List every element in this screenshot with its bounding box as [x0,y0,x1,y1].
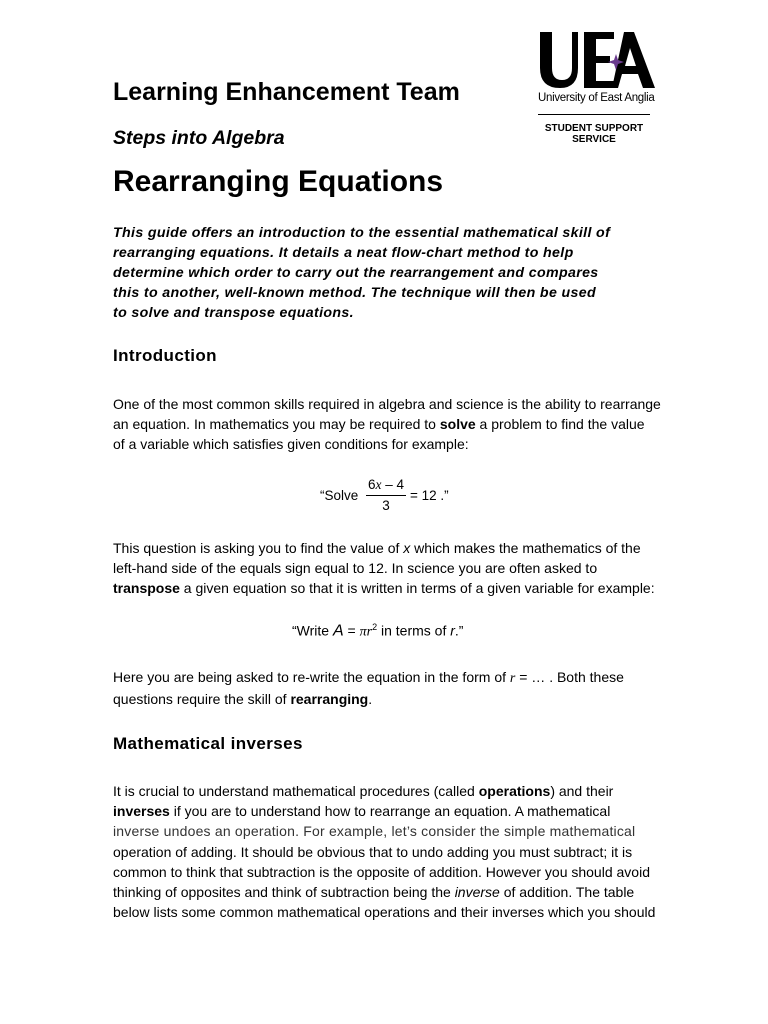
text-line [113,689,658,709]
text-run: if you are to understand how to rearrange an equation. A mathematical [169,803,611,820]
inverses-paragraph [113,781,658,922]
text-run: which makes the mathematics of the [410,540,641,556]
intro-paragraph-2 [113,538,658,599]
intro-paragraph-3 [113,667,658,709]
logo-divider [538,114,650,115]
text-run: This question is asking you to find the value of [113,540,404,556]
text-line [113,882,658,902]
text-line [113,578,658,598]
equation-transpose-example [292,622,463,641]
fraction [366,476,406,515]
text-line: inverse undoes an operation. For example, let’s consider the simple mathematical [113,823,636,840]
text-run: . [368,691,373,708]
variable-A: A [332,622,344,640]
uea-logo [538,30,660,145]
text-line [113,538,658,558]
section-heading-mathematical-inverses: Mathematical inverses [113,734,303,753]
variable-r: r [366,624,373,640]
fraction-bar [366,495,406,496]
text-line: of a variable which satisfies given conditions for example: [113,436,469,453]
variable-r: r [509,671,516,686]
text-run: a given equation so that it is written in terms of a given variable for example: [179,580,655,597]
pi-symbol: π [359,624,367,640]
text-line: left-hand side of the equals sign equal to 12. In science you are often asked to [113,560,598,577]
intro-line: This guide offers an introduction to the essential mathematical skill of [113,225,611,241]
numerator-coefficient: 6 [367,477,376,492]
text-run: of addition. The table [499,884,635,901]
logo-service-line2: SERVICE [572,134,616,145]
text-line [113,801,658,821]
text-run: Here you are being asked to re-write the equation in the form of [113,669,510,685]
intro-line: rearranging equations. It details a neat flow-chart method to help [113,245,574,261]
team-heading: Learning Enhancement Team [113,78,460,106]
logo-university-name: University of East Anglia [538,92,655,104]
intro-line: to solve and transpose equations. [113,305,354,321]
logo-service-line1: STUDENT SUPPORT [544,123,644,134]
numerator-variable: x [375,477,382,492]
text-run: = … . Both these [515,669,624,685]
variable-x: x [403,540,411,556]
text-line: operation of adding. It should be obvious that to undo adding you must subtract; it is [113,843,633,860]
intro-paragraph-1 [113,394,661,455]
text-run: an equation. In mathematics you may be required to [113,416,440,433]
text-line [113,667,658,689]
text-run: ) and their [550,783,614,799]
numerator-rest: – 4 [381,477,405,492]
keyword-operations: operations [478,783,551,799]
intro-line: determine which order to carry out the rearrangement and compares [113,265,599,281]
fraction-denominator: 3 [382,498,390,513]
text-line [113,781,658,801]
text-line: One of the most common skills required in algebra and science is the ability to rearrange [113,396,661,412]
exponent: 2 [372,622,378,632]
keyword-inverses: inverses [113,803,170,820]
intro-line: this to another, well-known method. The technique will then be used [113,285,596,301]
text-run: in terms of [377,622,451,639]
series-subtitle: Steps into Algebra [113,127,285,149]
equation-solve-example [320,476,480,520]
equation-rhs: = 12 .” [410,488,449,503]
keyword-solve: solve [439,416,476,433]
text-line: common to think that subtraction is the opposite of addition. However you should avoid [113,863,650,880]
equation-open-quote: “Solve [320,488,359,503]
intro-summary [113,223,663,323]
keyword-transpose: transpose [113,580,180,597]
text-run: a problem to find the value [475,416,645,433]
text-line: below lists some common mathematical operations and their inverses which you should [113,904,656,921]
fraction-numerator [366,476,406,494]
page-title: Rearranging Equations [113,165,444,198]
keyword-rearranging: rearranging [290,691,369,708]
keyword-inverse: inverse [454,884,500,901]
section-heading-introduction: Introduction [113,346,217,365]
logo-service-name [538,123,650,145]
equals-sign: = [343,622,360,639]
uea-logo-mark [538,30,656,90]
text-run: It is crucial to understand mathematical procedures (called [113,783,479,799]
variable-r: r [450,622,455,639]
text-run: thinking of opposites and think of subtraction being the [113,884,455,901]
equation-open-quote: “Write [292,622,333,639]
text-run: questions require the skill of [113,691,291,708]
text-line [113,414,658,434]
equation-close-quote: .” [454,622,464,639]
